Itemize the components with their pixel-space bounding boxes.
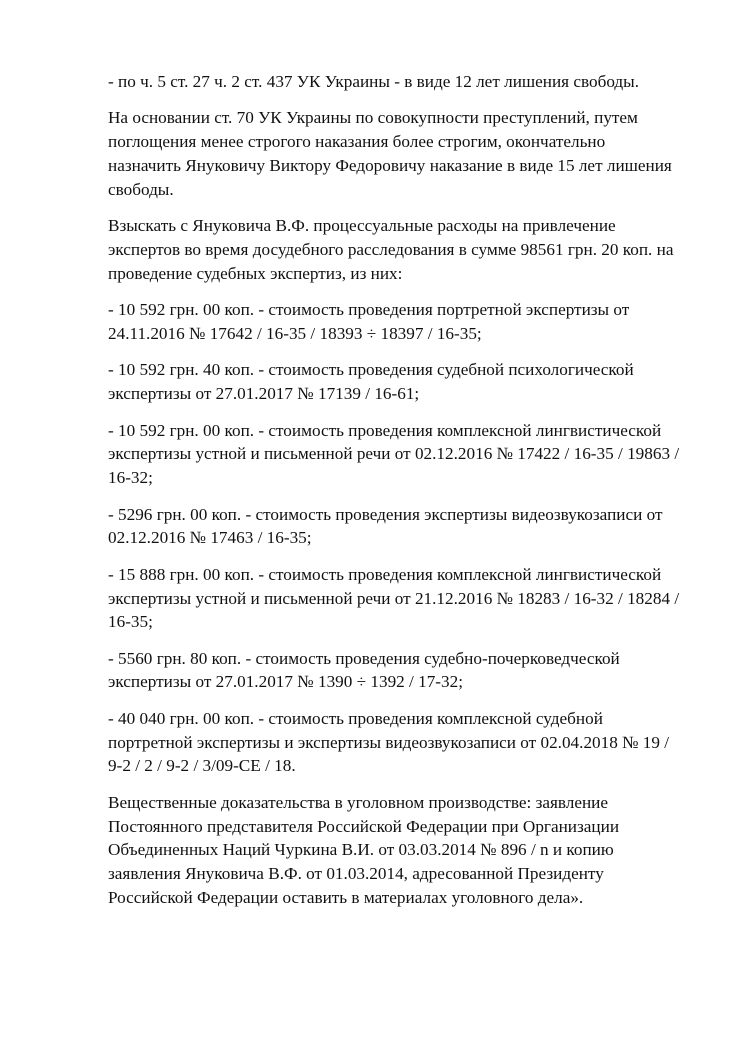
expense-item-portrait [108,298,708,346]
text-line: - 40 040 грн. 00 коп. - стоимость проведения комплексной судебной [108,708,603,728]
text-line: поглощения менее строгого наказания более строгим, окончательно [108,132,606,152]
text-line: экспертизы устной и письменной речи от 02.12.2016 № 17422 / 16-35 / 19863 / [108,444,680,464]
expense-item-psychological [108,358,708,406]
expense-item-linguistic-1 [108,419,708,490]
text-line: - 15 888 грн. 00 коп. - стоимость проведения комплексной лингвистической [108,564,662,584]
text-line: На основании ст. 70 УК Украины по совокупности преступлений, путем [108,108,638,128]
text-line: Вещественные доказательства в уголовном производстве: заявление [108,792,609,812]
paragraph-final-sentence [108,106,708,201]
text-line: проведение судебных экспертиз, из них: [108,263,403,283]
document-page [108,70,708,922]
text-line: 16-35; [108,612,153,632]
text-line: - 5296 грн. 00 коп. - стоимость проведения экспертизы видеозвукозаписи от [108,504,663,524]
text-line: экспертизы от 27.01.2017 № 1390 ÷ 1392 / 17-32; [108,672,463,692]
text-line: - 10 592 грн. 40 коп. - стоимость проведения судебной психологической [108,360,634,380]
text-line: - 10 592 грн. 00 коп. - стоимость проведения комплексной лингвистической [108,420,662,440]
text-line: Объединенных Наций Чуркина В.И. от 03.03.2014 № 896 / n и копию [108,840,614,860]
expense-item-complex-portrait [108,707,708,778]
text-line: - 5560 грн. 80 коп. - стоимость проведения судебно-почерковедческой [108,648,620,668]
text-line: - по ч. 5 ст. 27 ч. 2 ст. 437 УК Украины - в виде 12 лет лишения свободы. [108,72,640,91]
paragraph-sentence-item-437 [108,70,708,94]
expense-item-video [108,503,708,551]
text-line: - 10 592 грн. 00 коп. - стоимость проведения портретной экспертизы от [108,300,630,320]
expense-item-linguistic-2 [108,563,708,634]
text-line: портретной экспертизы и экспертизы видеозвукозаписи от 02.04.2018 № 19 / [108,732,670,752]
paragraph-evidence [108,791,708,910]
text-line: Постоянного представителя Российской Федерации при Организации [108,816,620,836]
text-line: назначить Януковичу Виктору Федоровичу наказание в виде 15 лет лишения [108,155,672,175]
text-line: 9-2 / 2 / 9-2 / 3/09-СЕ / 18. [108,756,296,776]
text-line: 24.11.2016 № 17642 / 16-35 / 18393 ÷ 18397 / 16-35; [108,323,482,343]
text-line: экспертизы от 27.01.2017 № 17139 / 16-61; [108,384,420,404]
text-line: Взыскать с Януковича В.Ф. процессуальные расходы на привлечение [108,216,616,236]
text-line: 02.12.2016 № 17463 / 16-35; [108,528,312,548]
text-line: экспертизы устной и письменной речи от 21.12.2016 № 18283 / 16-32 / 18284 / [108,588,680,608]
text-line: 16-32; [108,468,153,488]
text-line: экспертов во время досудебного расследования в сумме 98561 грн. 20 коп. на [108,239,674,259]
text-line: свободы. [108,179,174,199]
text-line: Российской Федерации оставить в материалах уголовного дела». [108,888,584,908]
paragraph-expenses-intro [108,214,708,285]
expense-item-handwriting [108,647,708,695]
text-line: заявления Януковича В.Ф. от 01.03.2014, адресованной Президенту [108,864,604,884]
